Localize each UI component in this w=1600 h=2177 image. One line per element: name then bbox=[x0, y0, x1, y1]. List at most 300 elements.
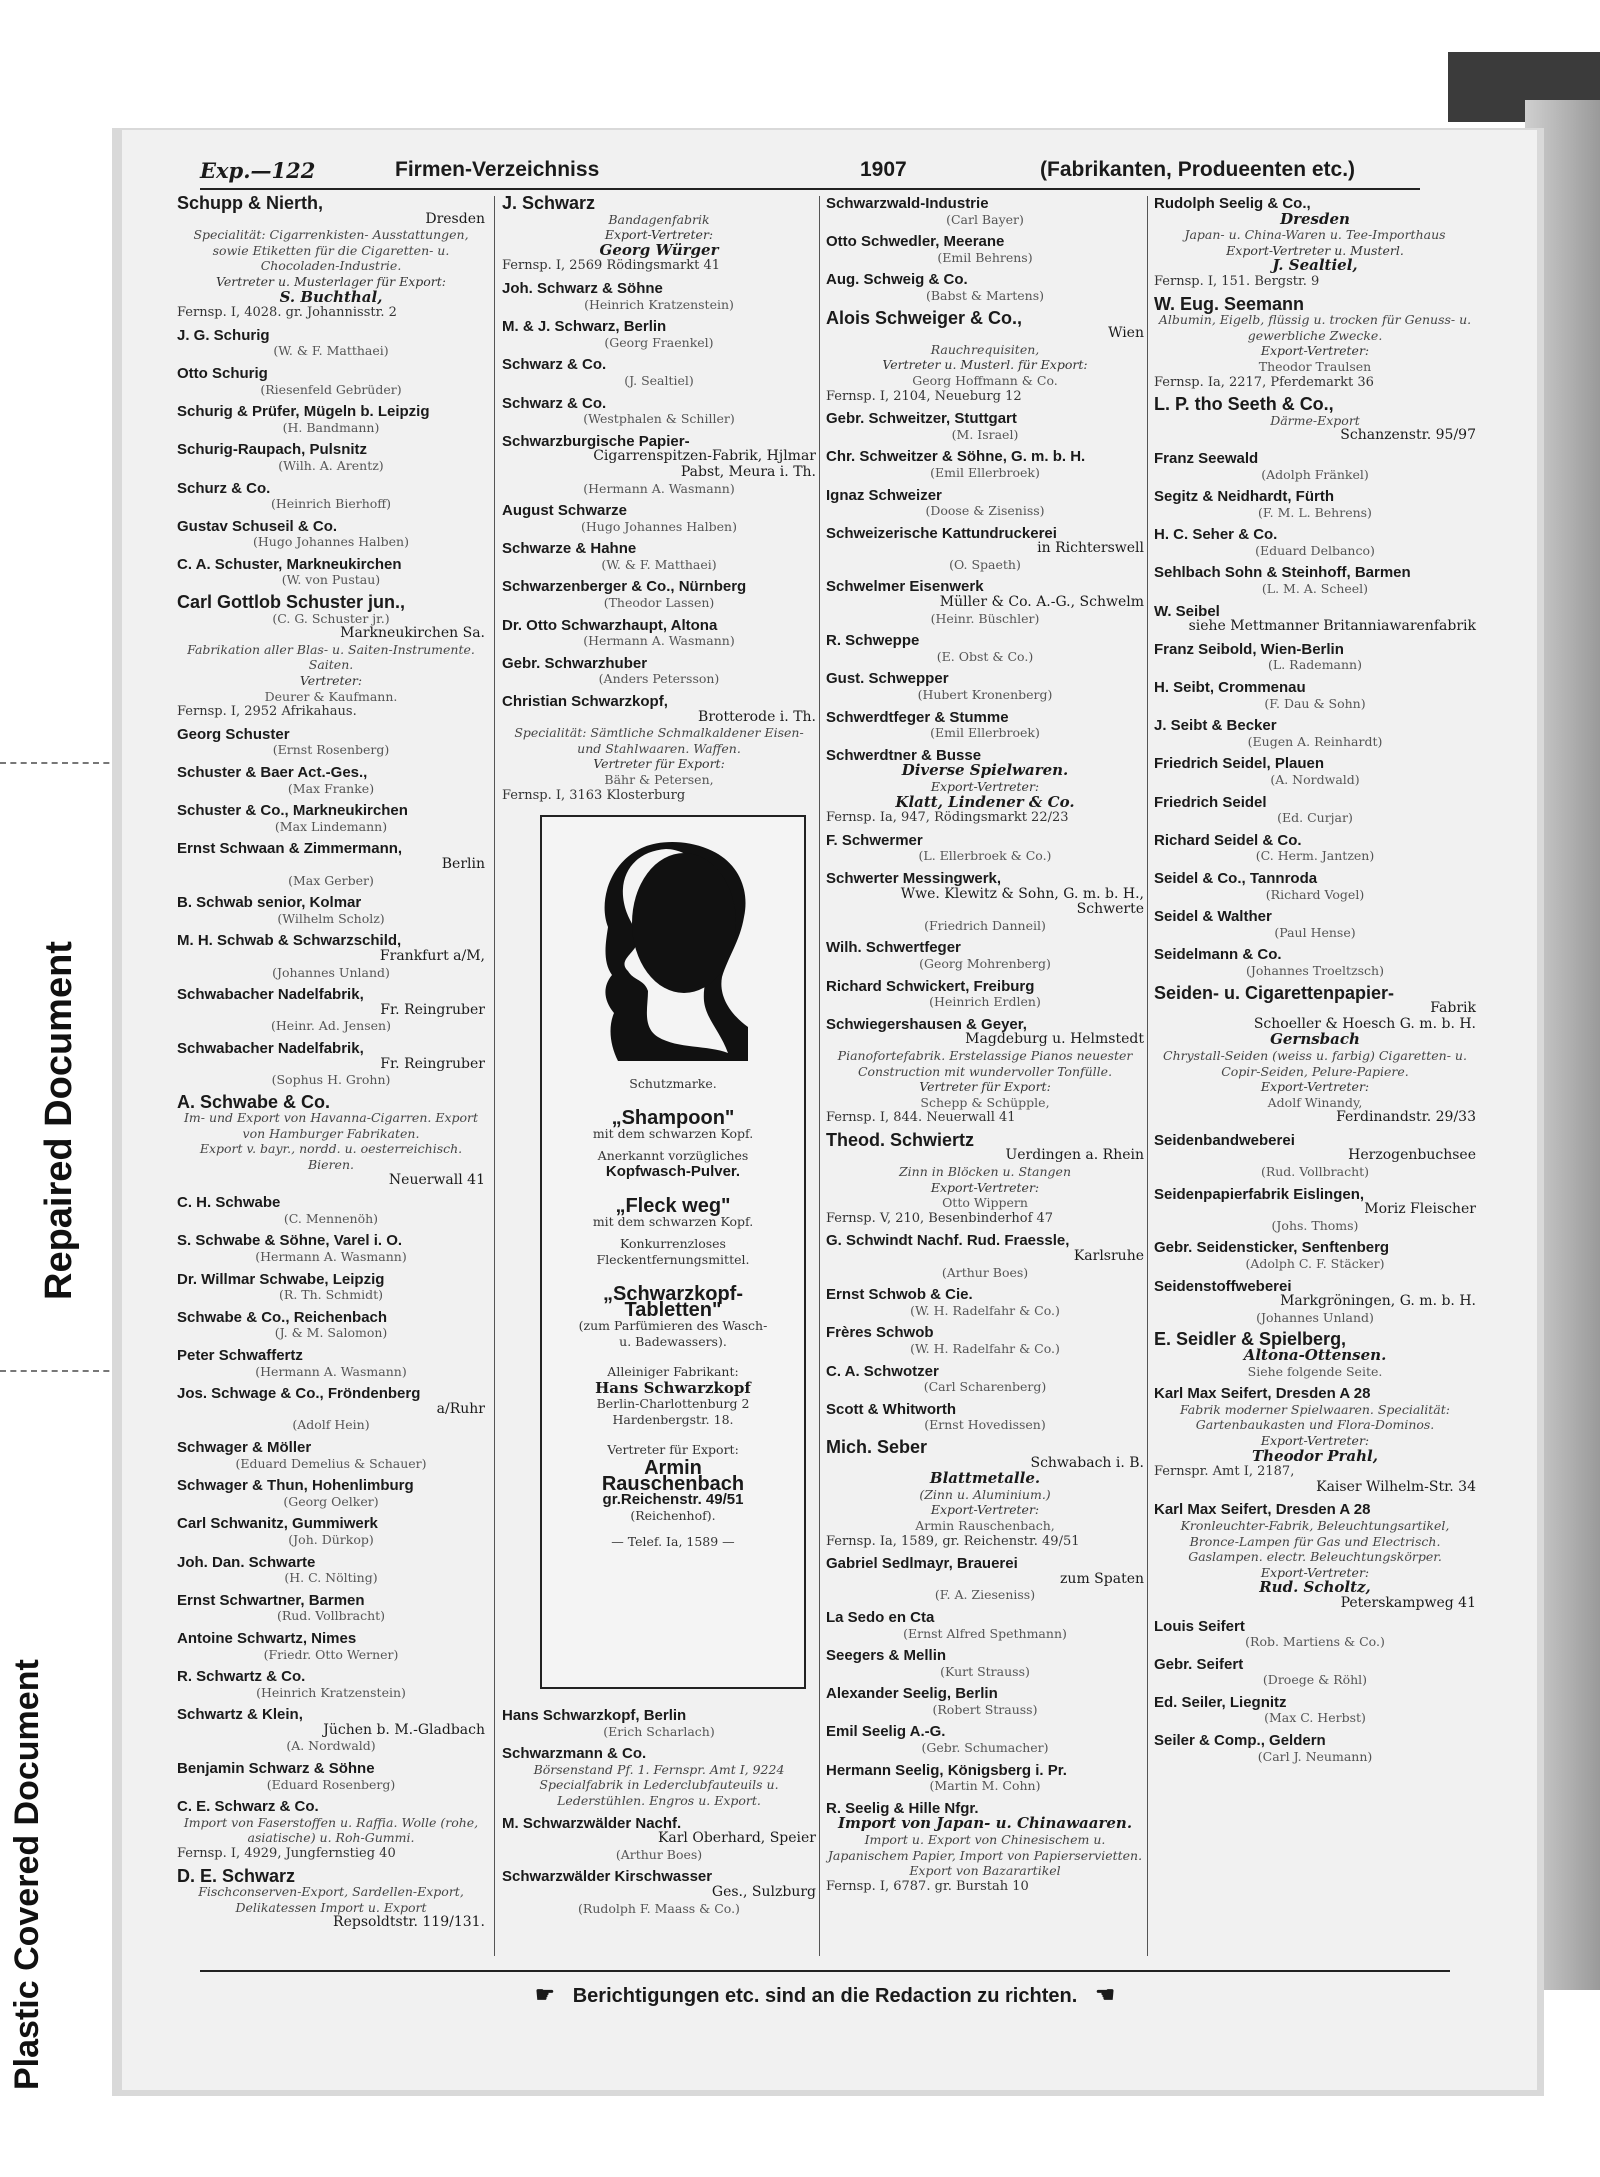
firm-name: Otto Schwedler, Meerane bbox=[826, 233, 1005, 251]
entry-line: (Adolph Fränkel) bbox=[1261, 466, 1369, 482]
entry-line: Pianofortefabrik. Erstelassige Pianos neuester Construction mit wundervoller Tonfülle. bbox=[837, 1047, 1133, 1079]
directory-entry bbox=[1154, 1240, 1476, 1271]
firm-name: J. Schwarz bbox=[502, 193, 596, 213]
column-2 bbox=[502, 193, 816, 810]
directory-entry bbox=[1154, 795, 1476, 826]
entry-line: siehe Mettmanner Britanniawarenfabrik bbox=[1188, 618, 1476, 635]
firm-name: Joh. Dan. Schwarte bbox=[177, 1553, 316, 1571]
page-footer bbox=[200, 1970, 1450, 2008]
entry-line: (Richard Vogel) bbox=[1265, 886, 1365, 902]
rep-address: gr.Reichenstr. 49/51 bbox=[602, 1491, 744, 1508]
directory-entry bbox=[177, 1091, 485, 1189]
entry-line: (Heinrich Erdlen) bbox=[929, 994, 1041, 1010]
firm-name: Karl Max Seifert, Dresden A 28 bbox=[1154, 1385, 1371, 1403]
entry-line: (Max Gerber) bbox=[288, 872, 374, 888]
pointing-hand-icon: ☛ bbox=[535, 1982, 555, 2007]
entry-line: Repsoldtstr. 119/131. bbox=[333, 1914, 485, 1931]
firm-name: Schwager & Möller bbox=[177, 1438, 312, 1456]
firm-name: C. H. Schwabe bbox=[177, 1194, 281, 1212]
entry-line: Fernsp. I, 2569 Rödingsmarkt 41 bbox=[502, 258, 720, 274]
firm-name: Seidel & Co., Tannroda bbox=[1154, 869, 1318, 887]
entry-line: (Wilhelm Scholz) bbox=[277, 910, 385, 926]
directory-entry bbox=[177, 193, 485, 321]
directory-entry bbox=[826, 272, 1144, 303]
firm-name: R. Schwartz & Co. bbox=[177, 1668, 306, 1686]
firm-name: Schurig & Prüfer, Mügeln b. Leipzig bbox=[177, 403, 430, 421]
firm-name: Wilh. Schwertfeger bbox=[826, 939, 961, 957]
entry-line: Siehe folgende Seite. bbox=[1247, 1363, 1383, 1379]
directory-entry bbox=[177, 519, 485, 550]
entry-line: (Johannes Unland) bbox=[272, 964, 390, 980]
directory-entry bbox=[826, 671, 1144, 702]
entry-line: Adolf Winandy, bbox=[1267, 1094, 1363, 1110]
directory-entry bbox=[177, 1386, 485, 1433]
directory-entry bbox=[502, 434, 816, 496]
entry-line: (Sophus H. Grohn) bbox=[271, 1072, 391, 1088]
entry-line: Export-Vertreter: bbox=[930, 1179, 1040, 1195]
entry-line: Fernsp. V, 210, Besenbinderhof 47 bbox=[826, 1210, 1054, 1226]
entry-line: (Hugo Johannes Halben) bbox=[253, 534, 409, 550]
entry-line: (Hermann A. Wasmann) bbox=[583, 633, 735, 649]
directory-entry bbox=[1154, 680, 1476, 711]
firm-name: Schwarzmann & Co. bbox=[502, 1745, 647, 1763]
entry-line: (Droege & Röhl) bbox=[1262, 1672, 1368, 1688]
entry-line: Zinn in Blöcken u. Stangen bbox=[898, 1164, 1072, 1180]
entry-line: (J. & M. Salomon) bbox=[274, 1325, 388, 1341]
header-title: Firmen-Verzeichniss bbox=[395, 158, 600, 181]
entry-line: (W. von Pustau) bbox=[281, 572, 381, 588]
entry-line: a/Ruhr bbox=[436, 1400, 485, 1417]
fleck-weg-desc: Konkurrenzloses Fleckentfernungsmittel. bbox=[596, 1236, 750, 1267]
entry-line: (Ernst Alfred Spethmann) bbox=[903, 1625, 1067, 1641]
directory-entry bbox=[826, 1325, 1144, 1356]
firm-name: R. Seelig & Hille Nfgr. bbox=[826, 1799, 979, 1817]
directory-entry bbox=[826, 1129, 1144, 1227]
firm-name: M. H. Schwab & Schwarzschild, bbox=[177, 932, 402, 950]
entry-line: (Johs. Thoms) bbox=[1271, 1217, 1359, 1233]
firm-name: La Sedo en Cta bbox=[826, 1608, 935, 1626]
directory-entry bbox=[826, 196, 1144, 227]
firm-name: Seegers & Mellin bbox=[826, 1647, 947, 1665]
repaired-label: Repaired Document bbox=[38, 941, 80, 1300]
entry-line: Rauchrequisiten, bbox=[930, 341, 1040, 357]
directory-entry bbox=[502, 281, 816, 312]
firm-name: Schwarzwälder Kirschwasser bbox=[502, 1868, 713, 1886]
entry-line: (A. Nordwald) bbox=[1270, 772, 1360, 787]
firm-name: J. G. Schurig bbox=[177, 326, 270, 344]
directory-entry bbox=[502, 1816, 816, 1863]
entry-line: Chrystall-Seiden (weiss u. farbig) Cigaretten- u. Copir-Seiden, Pelure-Papiere. bbox=[1163, 1047, 1467, 1079]
directory-entry bbox=[502, 193, 816, 274]
entry-line: Theodor Prahl, bbox=[1252, 1446, 1378, 1465]
entry-line: Export-Vertreter: bbox=[930, 779, 1040, 794]
entry-line: (Max C. Herbst) bbox=[1264, 1710, 1366, 1726]
firm-name: Carl Schwanitz, Gummiwerk bbox=[177, 1515, 378, 1533]
footer-text: Berichtigungen etc. sind an die Redaction zu richten. bbox=[572, 1985, 1078, 2007]
firm-name: Segitz & Neidhardt, Fürth bbox=[1154, 488, 1334, 506]
firm-name: Schwabacher Nadelfabrik, bbox=[177, 1039, 364, 1057]
entry-line: (Gebr. Schumacher) bbox=[921, 1740, 1049, 1756]
dashed-divider-top bbox=[0, 762, 130, 764]
entry-line: (Heinr. Büschler) bbox=[930, 610, 1040, 626]
firm-name: Seidenstoffweberei bbox=[1154, 1277, 1292, 1295]
entry-line: (Babst & Martens) bbox=[925, 287, 1045, 303]
entry-line: Import u. Export von Chinesischem u. Japanischem Papier, Import von Papierservietten. bbox=[827, 1832, 1143, 1863]
entry-line: (Theodor Lassen) bbox=[603, 595, 715, 611]
firm-name: Seiler & Comp., Geldern bbox=[1154, 1732, 1326, 1750]
entry-line: Kronleuchter-Fabrik, Beleuchtungsartikel, Bronce-Lampen für Gas und Electrisch. Gaslampen. electr. Beleuchtungskörper. bbox=[1180, 1517, 1450, 1565]
directory-entry bbox=[1154, 527, 1476, 558]
entry-line: Schanzenstr. 95/97 bbox=[1340, 427, 1476, 444]
entry-line: Moriz Fleischer bbox=[1364, 1201, 1476, 1218]
header-year: 1907 bbox=[860, 158, 907, 181]
directory-entry bbox=[826, 526, 1144, 573]
directory-entry bbox=[177, 1555, 485, 1586]
firm-name: Seidelmann & Co. bbox=[1154, 946, 1282, 964]
firm-name: Seiden- u. Cigarettenpapier- bbox=[1154, 982, 1395, 1003]
entry-line: (Hugo Johannes Halben) bbox=[581, 518, 737, 534]
header-subtitle: (Fabrikanten, Produeenten etc.) bbox=[1040, 158, 1356, 181]
entry-line: (O. Spaeth) bbox=[949, 556, 1021, 572]
firm-name: M. & J. Schwarz, Berlin bbox=[502, 318, 667, 336]
firm-name: Antoine Schwartz, Nimes bbox=[177, 1629, 357, 1647]
entry-line: Export-Vertreter u. Musterl. bbox=[1226, 242, 1404, 258]
directory-entry bbox=[1154, 489, 1476, 520]
directory-entry bbox=[1154, 642, 1476, 673]
firm-name: Peter Schwaffertz bbox=[177, 1347, 303, 1364]
firm-name: H. Seibt, Crommenau bbox=[1154, 679, 1306, 697]
entry-line: (J. Sealtiel) bbox=[624, 372, 694, 388]
firm-name: Benjamin Schwarz & Söhne bbox=[177, 1760, 375, 1778]
entry-line: (C. Herm. Jantzen) bbox=[1255, 848, 1375, 864]
firm-name: M. Schwarzwälder Nachf. bbox=[502, 1814, 682, 1832]
directory-entry bbox=[1154, 1386, 1476, 1495]
entry-line: (Paul Hense) bbox=[1274, 924, 1356, 940]
entry-line: (Ed. Curjar) bbox=[1277, 810, 1353, 826]
entry-line: (Johannes Unland) bbox=[1256, 1309, 1374, 1325]
directory-entry bbox=[1154, 1502, 1476, 1611]
firm-name: Gabriel Sedlmayr, Brauerei bbox=[826, 1555, 1018, 1573]
directory-entry bbox=[177, 765, 485, 796]
firm-name: G. Schwindt Nachf. Rud. Fraessle, bbox=[826, 1232, 1070, 1250]
directory-entry bbox=[502, 618, 816, 649]
firm-name: H. C. Seher & Co. bbox=[1154, 526, 1278, 544]
directory-entry bbox=[1154, 871, 1476, 902]
entry-line: (Adolf Hein) bbox=[292, 1417, 370, 1433]
firm-name: Dr. Otto Schwarzhaupt, Altona bbox=[502, 616, 718, 634]
directory-entry bbox=[826, 1763, 1144, 1794]
entry-line: (L. M. A. Scheel) bbox=[1261, 581, 1369, 597]
directory-entry bbox=[1154, 1695, 1476, 1726]
firm-name: Richard Seidel & Co. bbox=[1154, 831, 1302, 849]
entry-line: (H. C. Nölting) bbox=[284, 1570, 378, 1586]
firm-name: Schwerter Messingwerk, bbox=[826, 869, 1002, 887]
directory-entry bbox=[502, 541, 816, 572]
directory-entry bbox=[177, 1865, 485, 1931]
entry-line: Japan- u. China-Waren u. Tee-Importhaus bbox=[1184, 227, 1446, 243]
directory-entry bbox=[1154, 1733, 1476, 1764]
directory-entry bbox=[826, 940, 1144, 971]
entry-line: Cigarrenspitzen-Fabrik, Hjlmar bbox=[593, 448, 816, 465]
entry-line: (H. Bandmann) bbox=[282, 419, 380, 435]
directory-entry bbox=[502, 1746, 816, 1808]
entry-line: (W. & F. Matthaei) bbox=[601, 556, 717, 572]
entry-line: Magdeburg u. Helmstedt bbox=[965, 1031, 1144, 1048]
entry-line: Im- und Export von Havanna-Cigarren. Export von Hamburger Fabrikaten. bbox=[183, 1110, 479, 1141]
column-4 bbox=[1154, 196, 1476, 1771]
directory-entry bbox=[177, 1478, 485, 1509]
entry-line: Schwabach i. B. bbox=[1030, 1454, 1144, 1471]
firm-name: Franz Seibold, Wien-Berlin bbox=[1154, 640, 1344, 658]
entry-line: (C. Mennenöh) bbox=[283, 1210, 379, 1226]
entry-line: Vertreter u. Musterlager für Export: bbox=[215, 273, 446, 289]
firm-name: Franz Seewald bbox=[1154, 449, 1259, 467]
entry-line: zum Spaten bbox=[1060, 1570, 1144, 1587]
entry-line: (F. M. L. Behrens) bbox=[1258, 504, 1372, 520]
firm-name: Karl Max Seifert, Dresden A 28 bbox=[1154, 1501, 1371, 1519]
firm-name: Gebr. Seidensticker, Senftenberg bbox=[1154, 1239, 1390, 1257]
firm-name: J. Seibt & Becker bbox=[1154, 717, 1277, 735]
column-rule bbox=[819, 196, 820, 1956]
firm-name: Schweizerische Kattundruckerei bbox=[826, 524, 1057, 542]
maker-label: Alleiniger Fabrikant: bbox=[607, 1364, 739, 1379]
entry-line: Fernsp. I, 2952 Afrikahaus. bbox=[177, 704, 357, 720]
directory-entry bbox=[502, 656, 816, 687]
column-rule bbox=[494, 196, 495, 1956]
entry-line: Specialität: Cigarrenkisten- Ausstattungen, sowie Etiketten für die Cigaretten- u. Chocoladen-Industrie. bbox=[193, 227, 469, 274]
firm-name: Otto Schurig bbox=[177, 364, 268, 382]
firm-name: Louis Seifert bbox=[1154, 1617, 1245, 1635]
firm-name: Schwiegershausen & Geyer, bbox=[826, 1015, 1027, 1033]
shampoon-desc: Anerkannt vorzügliches bbox=[597, 1148, 749, 1163]
entry-line: Vertreter: bbox=[299, 673, 363, 689]
firm-name: Schupp & Nierth, bbox=[177, 193, 324, 213]
entry-line: Markgröningen, G. m. b. H. bbox=[1280, 1293, 1476, 1310]
trademark-label: Schutzmarke. bbox=[629, 1076, 717, 1091]
entry-line: Import von Faserstoffen u. Raffia. Wolle (rohe, asiatische) u. Roh-Gummi. bbox=[183, 1814, 479, 1846]
directory-entry bbox=[502, 503, 816, 534]
entry-line: Otto Wippern bbox=[942, 1195, 1028, 1211]
directory-entry bbox=[826, 833, 1144, 864]
entry-line: Berlin bbox=[441, 855, 485, 872]
rep-name-2: Rauschenbach bbox=[601, 1473, 745, 1495]
firm-name: D. E. Schwarz bbox=[177, 1865, 296, 1886]
firm-name: Schwabe & Co., Reichenbach bbox=[177, 1308, 388, 1326]
entry-line: Börsenstand Pf. 1. Fernspr. Amt I, 9224 Specialfabrik in Lederclubfauteuils u. Lederstühlen. Engros u. Export. bbox=[533, 1761, 785, 1808]
entry-line: (Adolph C. F. Stäcker) bbox=[1245, 1256, 1385, 1272]
entry-line: Herzogenbuchsee bbox=[1348, 1147, 1476, 1164]
directory-entry bbox=[177, 328, 485, 359]
entry-line: Dresden bbox=[425, 210, 485, 227]
entry-line: Bähr & Petersen, bbox=[604, 772, 714, 787]
directory-entry bbox=[177, 1195, 485, 1226]
entry-line: Export-Vertreter: bbox=[1260, 1564, 1370, 1580]
directory-entry bbox=[826, 710, 1144, 741]
entry-line: Jüchen b. M.-Gladbach bbox=[323, 1721, 485, 1738]
firm-name: Ernst Schwaan & Zimmermann, bbox=[177, 840, 403, 858]
entry-line: Fr. Reingruber bbox=[380, 1055, 485, 1072]
entry-line: (Georg Oelker) bbox=[283, 1493, 379, 1509]
entry-line: (Riesenfeld Gebrüder) bbox=[260, 381, 402, 397]
firm-name: Hermann Seelig, Königsberg i. Pr. bbox=[826, 1761, 1067, 1779]
firm-name: Schwager & Thun, Hohenlimburg bbox=[177, 1477, 414, 1495]
directory-entry bbox=[826, 307, 1144, 405]
entry-line: (Anders Petersson) bbox=[598, 671, 720, 687]
firm-name: Schwarz & Co. bbox=[502, 394, 607, 412]
entry-line: Fabrikation aller Blas- u. Saiten-Instrumente. Saiten. bbox=[187, 641, 475, 673]
entry-line: (C. G. Schuster jr.) bbox=[272, 610, 390, 626]
shampoon-product: Kopfwasch-Pulver. bbox=[605, 1163, 741, 1180]
tabletten-desc: (zum Parfümieren des Wasch- u. Badewassers). bbox=[578, 1318, 768, 1349]
entry-line: Vertreter für Export: bbox=[593, 756, 725, 772]
directory-entry bbox=[1154, 1329, 1476, 1379]
firm-name: E. Seidler & Spielberg, bbox=[1154, 1329, 1347, 1350]
entry-line: in Richterswell bbox=[1037, 540, 1144, 557]
schwarzkopf-advertisement bbox=[540, 815, 806, 1689]
firm-name: Ignaz Schweizer bbox=[826, 486, 942, 504]
entry-line: (Arthur Boes) bbox=[941, 1264, 1029, 1280]
directory-entry bbox=[177, 1440, 485, 1471]
directory-entry bbox=[826, 1436, 1144, 1549]
entry-line: Fernsp. I, 151. Bergstr. 9 bbox=[1154, 273, 1320, 289]
entry-line: (Eduard Demelius & Schauer) bbox=[235, 1455, 427, 1471]
entry-line: (W. H. Radelfahr & Co.) bbox=[910, 1302, 1060, 1318]
entry-line: Fernsp. I, 2104, Neueburg 12 bbox=[826, 388, 1022, 404]
directory-entry bbox=[177, 442, 485, 473]
firm-name: Rudolph Seelig & Co., bbox=[1154, 195, 1311, 212]
entry-line: Georg Hoffmann & Co. bbox=[912, 372, 1058, 388]
firm-name: L. P. tho Seeth & Co., bbox=[1154, 394, 1334, 415]
directory-entry bbox=[177, 1233, 485, 1264]
directory-entry bbox=[826, 1610, 1144, 1641]
entry-line: Wwe. Klewitz & Sohn, G. m. b. H., bbox=[900, 885, 1144, 902]
entry-line: Brotterode i. Th. bbox=[698, 708, 816, 725]
entry-line: Fischconserven-Export, Sardellen-Export, Delikatessen Import u. Export bbox=[198, 1884, 464, 1915]
firm-name: Alexander Seelig, Berlin bbox=[826, 1685, 998, 1703]
fleck-weg-sub: mit dem schwarzen Kopf. bbox=[592, 1214, 754, 1229]
rep-name-1: Armin bbox=[644, 1457, 702, 1479]
entry-line: Export-Vertreter: bbox=[1260, 1432, 1370, 1448]
firm-name: Schwarze & Hahne bbox=[502, 540, 637, 558]
entry-line: (Hermann A. Wasmann) bbox=[583, 480, 735, 496]
directory-entry bbox=[1154, 604, 1476, 635]
firm-name: Gustav Schuseil & Co. bbox=[177, 517, 338, 535]
rep-address-2: (Reichenhof). bbox=[630, 1508, 716, 1523]
entry-line: Export von Bazarartikel bbox=[909, 1863, 1061, 1879]
firm-name: Gebr. Schweitzer, Stuttgart bbox=[826, 410, 1017, 428]
entry-line: Deurer & Kaufmann. bbox=[264, 688, 398, 704]
entry-line: (Westphalen & Schiller) bbox=[583, 411, 735, 427]
entry-line: (M. Israel) bbox=[951, 426, 1019, 442]
directory-entry bbox=[177, 1799, 485, 1861]
entry-line: (Eduard Rosenberg) bbox=[266, 1776, 396, 1792]
entry-line: (W. H. Radelfahr & Co.) bbox=[910, 1341, 1060, 1356]
entry-line: (Eugen A. Reinhardt) bbox=[1247, 733, 1383, 749]
entry-line: (Arthur Boes) bbox=[615, 1846, 703, 1862]
entry-line: (Kurt Strauss) bbox=[940, 1663, 1030, 1679]
entry-line: Fr. Reingruber bbox=[380, 1001, 485, 1018]
directory-entry bbox=[826, 633, 1144, 664]
entry-line: (A. Nordwald) bbox=[286, 1738, 376, 1754]
firm-name: Schwarzwald-Industrie bbox=[826, 195, 989, 212]
firm-name: Schwabacher Nadelfabrik, bbox=[177, 986, 364, 1004]
directory-entry bbox=[502, 357, 816, 388]
firm-name: Schurig-Raupach, Pulsnitz bbox=[177, 441, 368, 459]
entry-line: (W. & F. Matthaei) bbox=[273, 343, 389, 359]
firm-name: Hans Schwarzkopf, Berlin bbox=[502, 1707, 687, 1724]
directory-entry bbox=[502, 1869, 816, 1916]
firm-name: R. Schweppe bbox=[826, 632, 920, 650]
entry-line: (Friedrich Danneil) bbox=[924, 917, 1046, 933]
directory-entry bbox=[177, 1516, 485, 1547]
firm-name: Schwartz & Klein, bbox=[177, 1706, 303, 1724]
firm-name: Alois Schweiger & Co., bbox=[826, 307, 1023, 328]
entry-line: (Heinrich Kratzenstein) bbox=[256, 1684, 406, 1700]
directory-entry bbox=[826, 1724, 1144, 1755]
entry-line: (E. Obst & Co.) bbox=[936, 648, 1034, 664]
directory-entry bbox=[502, 579, 816, 610]
entry-line: (Rud. Vollbracht) bbox=[1260, 1164, 1370, 1180]
directory-entry bbox=[177, 366, 485, 397]
directory-entry bbox=[177, 592, 485, 720]
firm-name: Schuster & Co., Markneukirchen bbox=[177, 802, 408, 820]
directory-entry bbox=[1154, 833, 1476, 864]
entry-line: Fernspr. Amt I, 2187, bbox=[1154, 1464, 1295, 1480]
shampoon-sub: mit dem schwarzen Kopf. bbox=[592, 1126, 754, 1141]
maker-address-1: Berlin-Charlottenburg 2 bbox=[596, 1396, 750, 1411]
directory-entry bbox=[826, 234, 1144, 265]
directory-entry bbox=[177, 557, 485, 588]
firm-name: Christian Schwarzkopf, bbox=[502, 693, 668, 711]
firm-name: Frères Schwob bbox=[826, 1324, 934, 1342]
entry-line: Vertreter für Export: bbox=[919, 1079, 1051, 1095]
entry-line: Dresden bbox=[1280, 209, 1350, 228]
directory-entry bbox=[826, 1017, 1144, 1126]
directory-entry bbox=[826, 748, 1144, 826]
column-2-continued bbox=[502, 1708, 816, 1923]
directory-entry bbox=[826, 449, 1144, 480]
directory-entry bbox=[826, 1801, 1144, 1895]
directory-entry bbox=[1154, 1657, 1476, 1688]
directory-entry bbox=[177, 1272, 485, 1303]
entry-line: Rud. Scholtz, bbox=[1259, 1578, 1371, 1597]
directory-entry bbox=[502, 396, 816, 427]
directory-entry bbox=[1154, 1187, 1476, 1234]
firm-name: Schurz & Co. bbox=[177, 479, 271, 497]
entry-line: (Ernst Rosenberg) bbox=[272, 742, 390, 758]
firm-name: Scott & Whitworth bbox=[826, 1400, 956, 1418]
firm-name: C. A. Schuster, Markneukirchen bbox=[177, 555, 402, 573]
entry-line: (Heinrich Kratzenstein) bbox=[584, 296, 734, 312]
firm-name: C. E. Schwarz & Co. bbox=[177, 1798, 319, 1816]
dashed-divider-bottom bbox=[0, 1370, 130, 1372]
directory-entry bbox=[826, 1233, 1144, 1280]
firm-name: Joh. Schwarz & Söhne bbox=[502, 279, 663, 297]
directory-entry bbox=[1154, 718, 1476, 749]
entry-line: (Eduard Delbanco) bbox=[1255, 542, 1375, 558]
entry-line: Albumin, Eigelb, flüssig u. trocken für Genuss- u. gewerbliche Zwecke. bbox=[1158, 312, 1472, 343]
silhouette-portrait-icon bbox=[588, 831, 758, 1061]
directory-entry bbox=[1154, 451, 1476, 482]
directory-entry bbox=[826, 1287, 1144, 1318]
firm-name: Dr. Willmar Schwabe, Leipzig bbox=[177, 1270, 385, 1288]
directory-entry bbox=[177, 404, 485, 435]
directory-entry bbox=[177, 1707, 485, 1754]
entry-line: Export-Vertreter: bbox=[930, 1502, 1040, 1518]
entry-line: Frankfurt a/M, bbox=[379, 947, 485, 964]
entry-line: Fernsp. I, 6787. gr. Burstah 10 bbox=[826, 1878, 1029, 1894]
entry-line: Ges., Sulzburg bbox=[711, 1883, 816, 1900]
